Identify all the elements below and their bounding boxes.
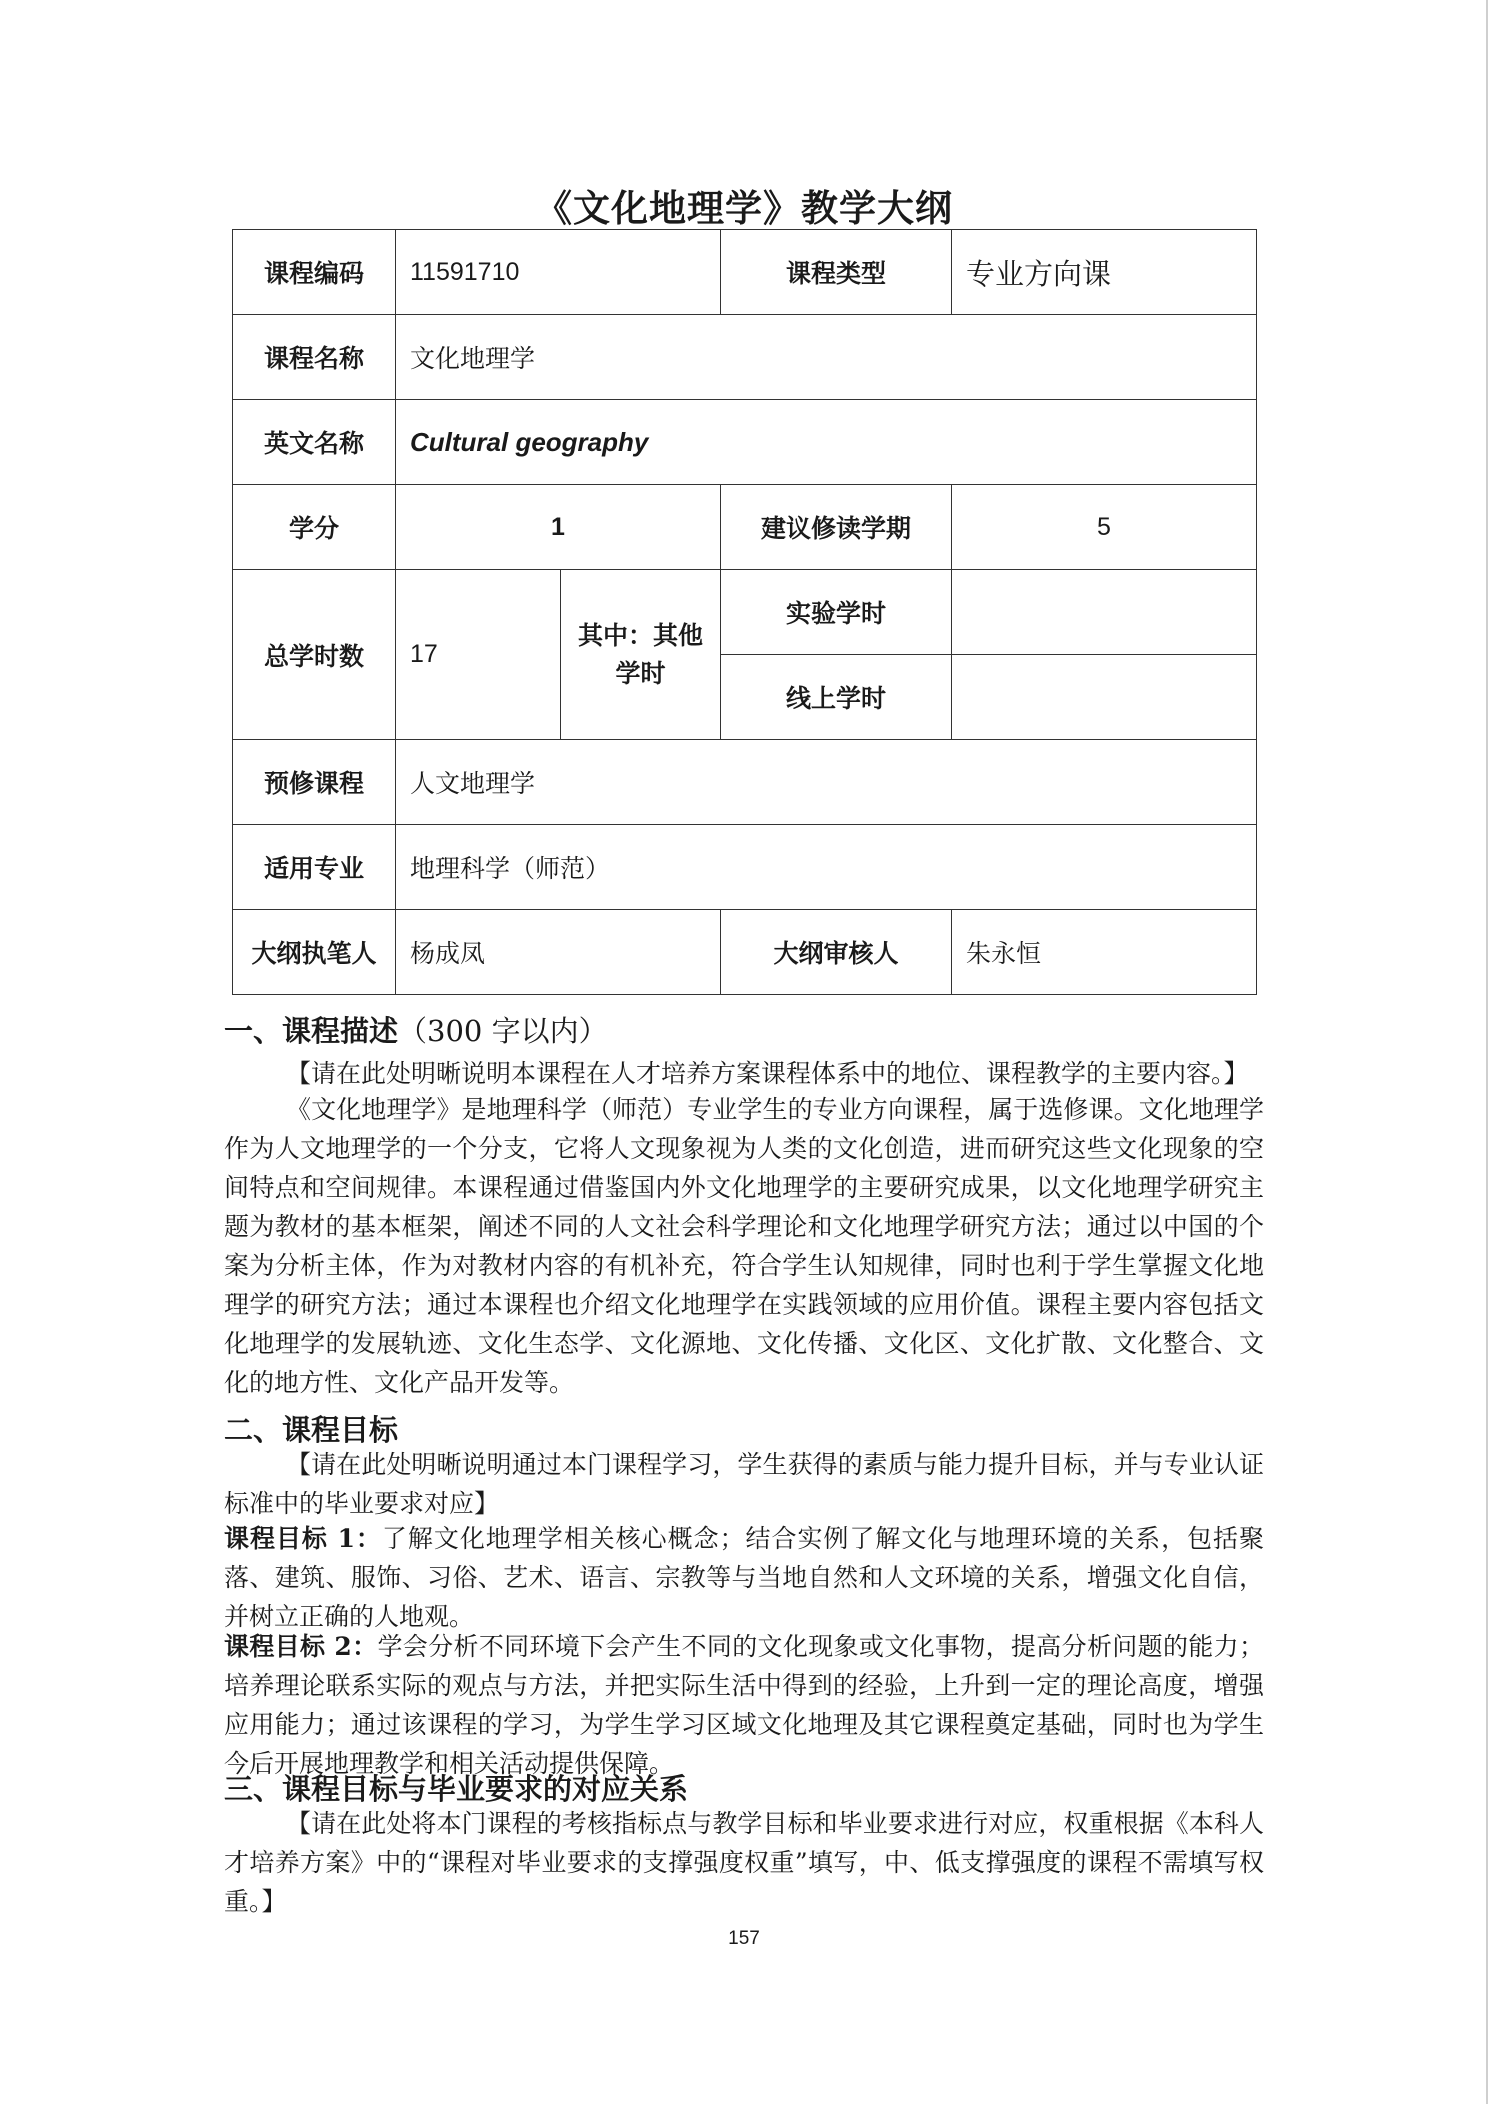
section1-instruction: 【请在此处明晰说明本课程在人才培养方案课程体系中的地位、课程教学的主要内容。】 bbox=[286, 1059, 1249, 1088]
online-hours-value bbox=[952, 655, 1257, 740]
table-row bbox=[233, 485, 1257, 570]
course-goal-1-text: 了解文化地理学相关核心概念；结合实例了解文化与地理环境的关系，包括聚落、建筑、服饰、习俗、艺术、语言、宗教等与当地自然和人文环境的关系，增强文化自信，并树立正确的人地观。 bbox=[224, 1524, 1264, 1631]
section1-body: 《文化地理学》是地理科学（师范）专业学生的专业方向课程，属于选修课。文化地理学作为人文地理学的一个分支，它将人文现象视为人类的文化创造，进而研究这些文化现象的空间特点和空间规律。本课程通过借鉴国内外文化地理学的主要研究成果，以文化地理学研究主题为教材的基本框架，阐述不同的人文社会科学理论和文化地理学研究方法；通过以中国的个案为分析主体，作为对教材内容的有机补充，符合学生认知规律，同时也利于学生掌握文化地理学的研究方法；通过本课程也介绍文化地理学在实践领域的应用价值。课程主要内容包括文化地理学的发展轨迹、文化生态学、文化源地、文化传播、文化区、文化扩散、文化整合、文化的地方性、文化产品开发等。 bbox=[224, 1095, 1264, 1397]
table-row bbox=[233, 570, 1257, 655]
section2-instruction: 【请在此处明晰说明通过本门课程学习，学生获得的素质与能力提升目标，并与专业认证标准中的毕业要求对应】 bbox=[224, 1450, 1264, 1518]
page-number: 157 bbox=[728, 1928, 760, 1949]
course-name-value: 文化地理学 bbox=[396, 315, 1257, 400]
total-hours-value: 17 bbox=[396, 570, 561, 740]
lab-hours-label: 实验学时 bbox=[721, 570, 952, 655]
semester-value: 5 bbox=[952, 485, 1257, 570]
english-name-value: Cultural geography bbox=[396, 400, 1257, 485]
section1-heading bbox=[224, 1009, 608, 1050]
course-code-value: 11591710 bbox=[396, 230, 721, 315]
author-label: 大纲执笔人 bbox=[233, 910, 396, 995]
course-goal-2-text: 学会分析不同环境下会产生不同的文化现象或文化事物，提高分析问题的能力；培养理论联系实际的观点与方法，并把实际生活中得到的经验，上升到一定的理论高度，增强应用能力；通过该课程的学习，为学生学习区域文化地理及其它课程奠定基础，同时也为学生今后开展地理教学和相关活动提供保障。 bbox=[224, 1632, 1264, 1778]
author-value: 杨成凤 bbox=[396, 910, 721, 995]
section3-instruction: 【请在此处将本门课程的考核指标点与教学目标和毕业要求进行对应，权重根据《本科人才培养方案》中的“课程对毕业要求的支撑强度权重”填写，中、低支撑强度的课程不需填写权重。】 bbox=[224, 1809, 1264, 1916]
document-title: 《文化地理学》教学大纲 bbox=[535, 187, 953, 230]
semester-label: 建议修读学期 bbox=[721, 485, 952, 570]
credits-label: 学分 bbox=[233, 485, 396, 570]
table-row bbox=[233, 400, 1257, 485]
course-type-label: 课程类型 bbox=[721, 230, 952, 315]
table-row bbox=[233, 740, 1257, 825]
table-row bbox=[233, 315, 1257, 400]
course-goal-1 bbox=[224, 1519, 1264, 1636]
prereq-label: 预修课程 bbox=[233, 740, 396, 825]
major-value: 地理科学（师范） bbox=[396, 825, 1257, 910]
online-hours-label: 线上学时 bbox=[721, 655, 952, 740]
reviewer-label: 大纲审核人 bbox=[721, 910, 952, 995]
course-goal-2-label: 课程目标 2： bbox=[224, 1632, 378, 1661]
course-goal-1-label: 课程目标 1： bbox=[224, 1524, 382, 1553]
course-name-label: 课程名称 bbox=[233, 315, 396, 400]
lab-hours-value bbox=[952, 570, 1257, 655]
section1-title: 一、课程描述 bbox=[224, 1014, 399, 1048]
credits-value: 1 bbox=[396, 485, 721, 570]
table-row bbox=[233, 230, 1257, 315]
total-hours-label: 总学时数 bbox=[233, 570, 396, 740]
other-hours-label: 其中：其他学时 bbox=[561, 570, 721, 740]
table-row bbox=[233, 825, 1257, 910]
prereq-value: 人文地理学 bbox=[396, 740, 1257, 825]
course-info-table bbox=[232, 229, 1257, 995]
section2-heading: 二、课程目标 bbox=[224, 1413, 399, 1447]
english-name-label: 英文名称 bbox=[233, 400, 396, 485]
major-label: 适用专业 bbox=[233, 825, 396, 910]
course-type-value: 专业方向课 bbox=[952, 230, 1257, 315]
course-goal-2 bbox=[224, 1627, 1264, 1783]
table-row bbox=[233, 910, 1257, 995]
reviewer-value: 朱永恒 bbox=[952, 910, 1257, 995]
section1-heading-note: （300 字以内） bbox=[398, 1014, 608, 1048]
course-code-label: 课程编码 bbox=[233, 230, 396, 315]
section3-heading: 三、课程目标与毕业要求的对应关系 bbox=[224, 1772, 689, 1806]
